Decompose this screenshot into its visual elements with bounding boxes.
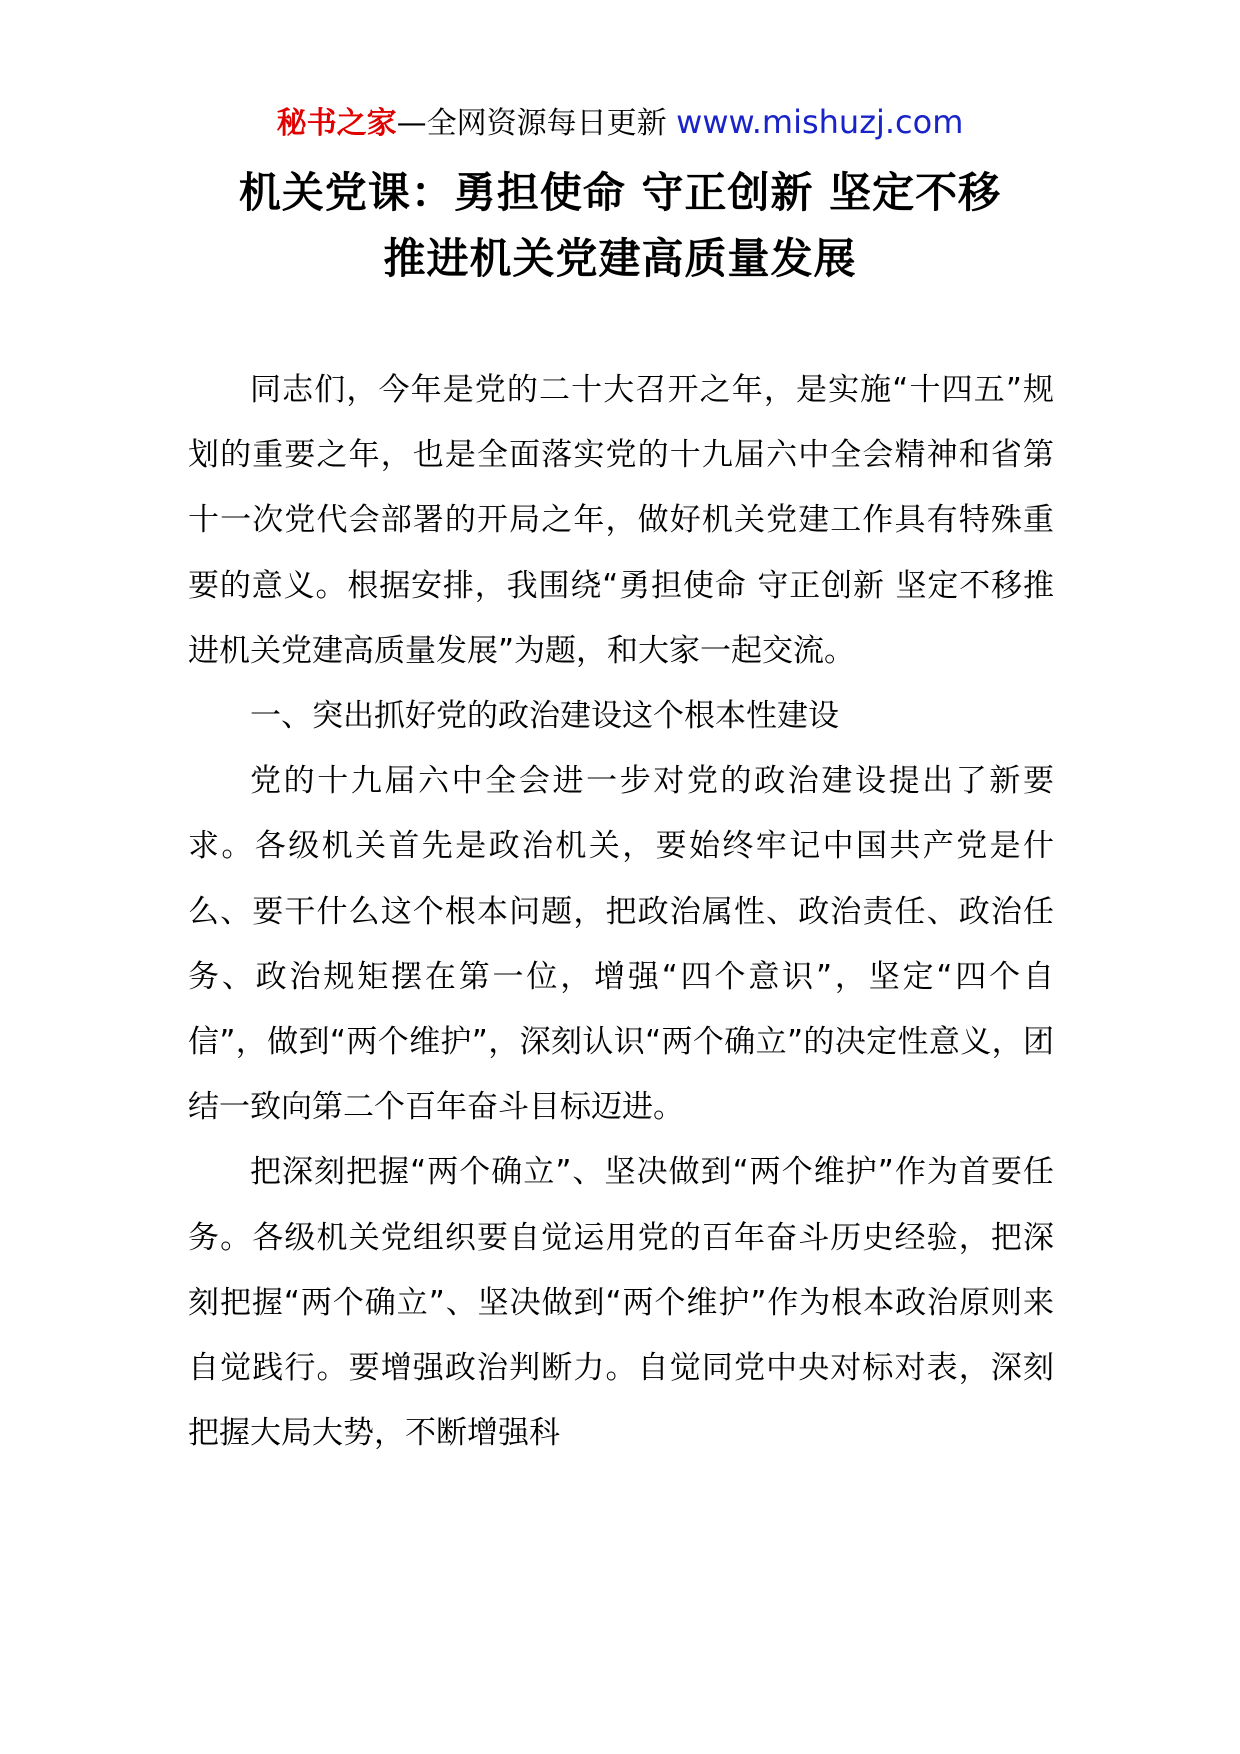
section-heading-1: 一、突出抓好党的政治建设这个根本性建设 (250, 698, 839, 735)
site-tagline: —全网资源每日更新 (396, 106, 677, 141)
paragraph-political-building: 党的十九届六中全会进一步对党的政治建设提出了新要求。各级机关首先是政治机关，要始终牢记中国共产党是什么、要干什么这个根本问题，把政治属性、政治责任、政治任务、政治规矩摆在第一位，增强“四个意识”，坚定“四个自信”，做到“两个维护”，深刻认识“两个确立”的决定性意义，团结一致向第二个百年奋斗目标迈进。 (188, 763, 1054, 1126)
site-brand: 秘书之家 (276, 106, 397, 141)
paragraph-primary-task: 把深刻把握“两个确立”、坚决做到“两个维护”作为首要任务。各级机关党组织要自觉运用党的百年奋斗历史经验，把深刻把握“两个确立”、坚决做到“两个维护”作为根本政治原则来自觉践行。要增强政治判断力。自觉同党中央对标对表，深刻把握大局大势，不断增强科 (188, 1154, 1054, 1452)
document-title (160, 160, 1080, 292)
title-line-1: 机关党课：勇担使命 守正创新 坚定不移 (238, 168, 1002, 217)
paragraph-intro: 同志们，今年是党的二十大召开之年，是实施“十四五”规划的重要之年，也是全面落实党的十九届六中全会精神和省第十一次党代会部署的开局之年，做好机关党建工作具有特殊重要的意义。根据安排，我围绕“勇担使命 守正创新 坚定不移推进机关党建高质量发展”为题，和大家一起交流。 (188, 372, 1054, 669)
document-body (188, 358, 1054, 1466)
site-url-link[interactable]: www.mishuzj.com (676, 103, 964, 141)
title-line-2: 推进机关党建高质量发展 (383, 234, 857, 283)
site-header (0, 100, 1240, 146)
